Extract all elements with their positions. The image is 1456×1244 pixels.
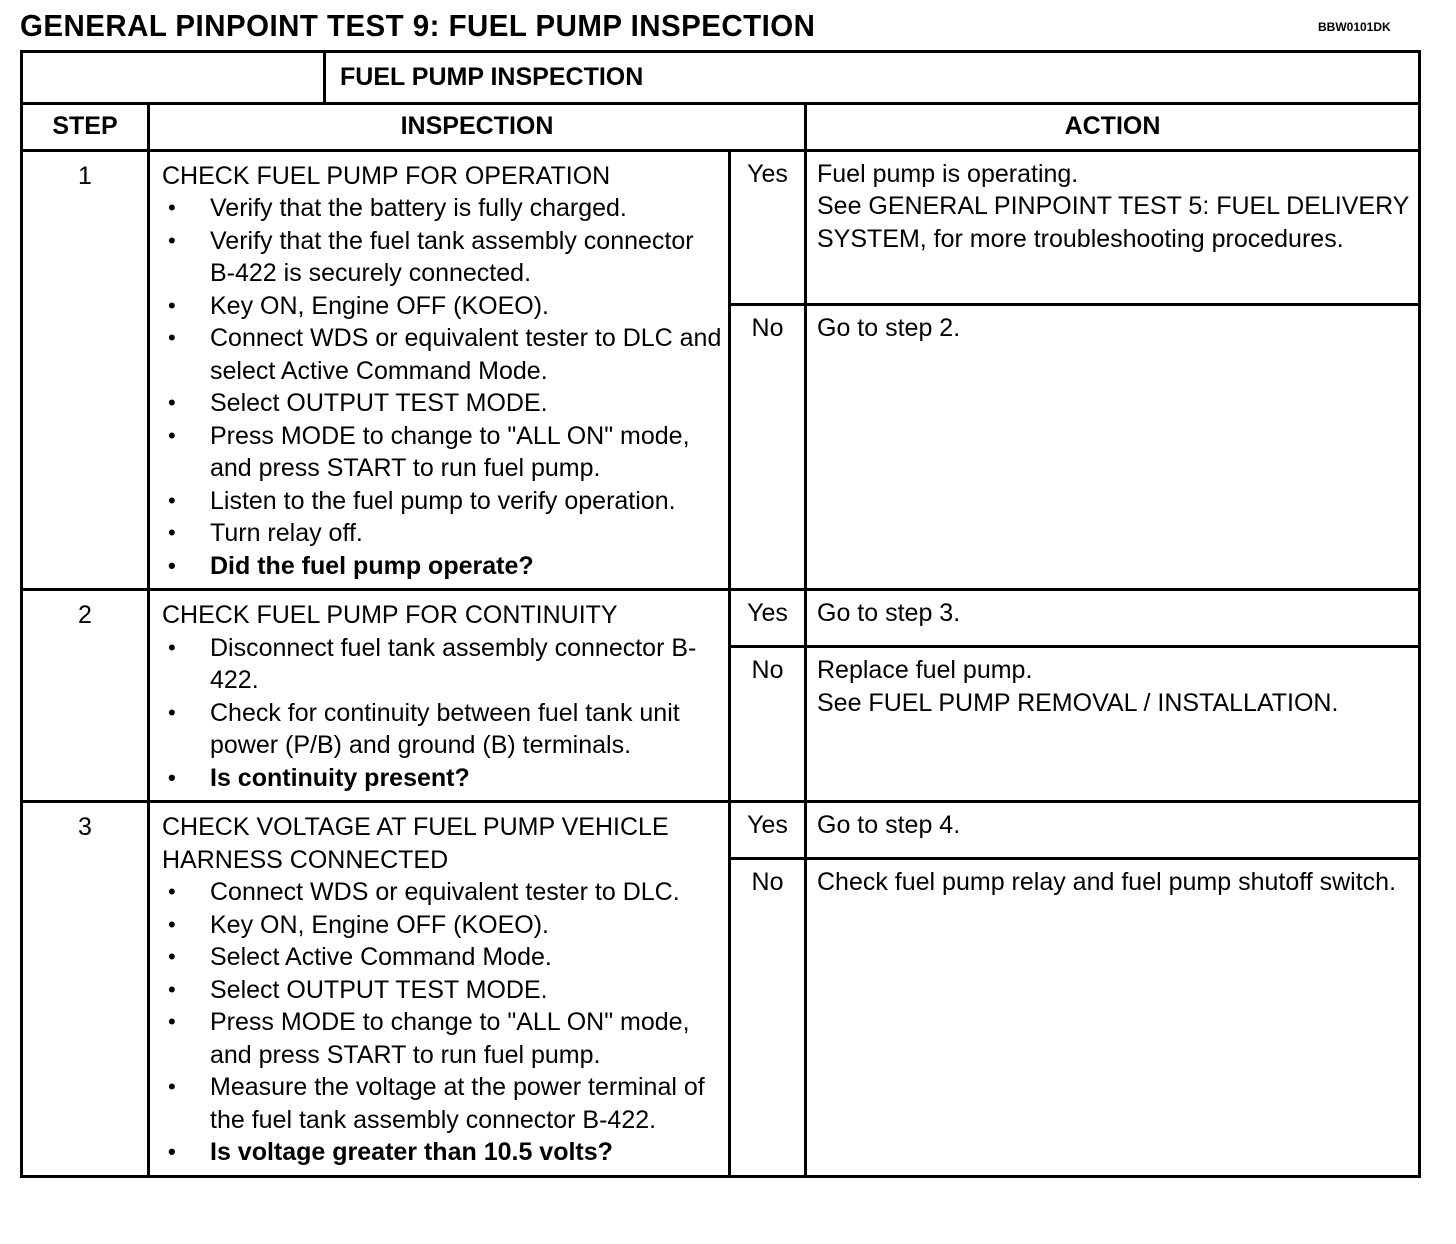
bullet-icon: • bbox=[168, 1074, 176, 1099]
table-row bbox=[22, 150, 1420, 304]
inspection-cell bbox=[149, 590, 730, 802]
action-text: See GENERAL PINPOINT TEST 5: FUEL DELIVERY SYSTEM, for more troubleshooting procedures. bbox=[817, 192, 1409, 253]
inspection-cell bbox=[149, 802, 730, 1177]
inspection-title: CHECK FUEL PUMP FOR CONTINUITY bbox=[162, 601, 618, 629]
list-item bbox=[162, 632, 722, 697]
bullet-icon: • bbox=[168, 1139, 176, 1164]
inspection-cell bbox=[149, 150, 730, 590]
yes-label: Yes bbox=[730, 802, 806, 859]
step-text: Key ON, Engine OFF (KOEO). bbox=[210, 910, 549, 939]
no-action bbox=[806, 304, 1420, 590]
inspection-steps bbox=[162, 876, 722, 1169]
bullet-icon: • bbox=[168, 976, 176, 1002]
question-text: Is voltage greater than 10.5 volts? bbox=[210, 1138, 613, 1166]
action-text: Check fuel pump relay and fuel pump shutoff switch. bbox=[817, 868, 1397, 896]
list-item bbox=[162, 225, 722, 290]
step-text: Measure the voltage at the power terminal of the fuel tank assembly connector B-422. bbox=[210, 1073, 705, 1134]
bullet-icon: • bbox=[168, 390, 176, 415]
step-number: 1 bbox=[22, 150, 149, 590]
bullet-icon: • bbox=[168, 911, 176, 937]
inspection-steps bbox=[162, 632, 722, 795]
inspection-question bbox=[162, 1136, 722, 1169]
table-row bbox=[22, 802, 1420, 859]
question-text: Is continuity present? bbox=[210, 763, 470, 792]
bullet-icon: • bbox=[168, 325, 176, 350]
yes-action bbox=[806, 150, 1420, 304]
bullet-icon: • bbox=[168, 944, 176, 969]
list-item bbox=[162, 1006, 722, 1071]
yes-action bbox=[806, 802, 1420, 859]
column-header-inspection: INSPECTION bbox=[149, 103, 806, 150]
list-item bbox=[162, 290, 722, 323]
step-text: Select Active Command Mode. bbox=[210, 943, 552, 971]
step-text: Disconnect fuel tank assembly connector B-422. bbox=[210, 633, 697, 694]
list-item bbox=[162, 192, 722, 225]
step-text: Verify that the fuel tank assembly connector B-422 is securely connected. bbox=[210, 226, 694, 287]
bullet-icon: • bbox=[168, 487, 176, 513]
page-title: GENERAL PINPOINT TEST 9: FUEL PUMP INSPECTION bbox=[20, 8, 816, 43]
document-code: BBW0101DK bbox=[1318, 20, 1391, 34]
step-text: Key ON, Engine OFF (KOEO). bbox=[210, 291, 549, 320]
step-text: Press MODE to change to "ALL ON" mode, and press START to run fuel pump. bbox=[210, 421, 690, 482]
table-title: FUEL PUMP INSPECTION bbox=[325, 52, 1420, 104]
bullet-icon: • bbox=[168, 1009, 176, 1034]
list-item bbox=[162, 974, 722, 1007]
inspection-title: CHECK VOLTAGE AT FUEL PUMP VEHICLE HARNESS CONNECTED bbox=[162, 813, 669, 874]
table-header-row bbox=[22, 103, 1420, 150]
step-text: Turn relay off. bbox=[210, 519, 363, 547]
inspection-question bbox=[162, 550, 722, 583]
inspection-title: CHECK FUEL PUMP FOR OPERATION bbox=[162, 161, 611, 190]
list-item bbox=[162, 517, 722, 550]
bullet-icon: • bbox=[168, 195, 176, 220]
step-text: Verify that the battery is fully charged. bbox=[210, 194, 627, 222]
inspection-question bbox=[162, 762, 722, 795]
bullet-icon: • bbox=[168, 227, 176, 253]
step-text: Check for continuity between fuel tank unit power (P/B) and ground (B) terminals. bbox=[210, 698, 680, 759]
bullet-icon: • bbox=[168, 292, 176, 318]
list-item bbox=[162, 909, 722, 942]
step-text: Connect WDS or equivalent tester to DLC and select Active Command Mode. bbox=[210, 324, 722, 385]
action-text: Go to step 2. bbox=[817, 313, 961, 342]
no-label: No bbox=[730, 647, 806, 802]
bullet-icon: • bbox=[168, 699, 176, 725]
table-body bbox=[22, 150, 1420, 1176]
list-item bbox=[162, 420, 722, 485]
list-item bbox=[162, 697, 722, 762]
step-number: 2 bbox=[22, 590, 149, 802]
bullet-icon: • bbox=[168, 879, 176, 904]
no-action bbox=[806, 859, 1420, 1177]
step-text: Press MODE to change to "ALL ON" mode, and press START to run fuel pump. bbox=[210, 1008, 690, 1069]
list-item bbox=[162, 322, 722, 387]
bullet-icon: • bbox=[168, 764, 176, 790]
table-title-row bbox=[22, 52, 1420, 104]
no-action bbox=[806, 647, 1420, 802]
list-item bbox=[162, 387, 722, 420]
yes-label: Yes bbox=[730, 150, 806, 304]
bullet-icon: • bbox=[168, 422, 176, 448]
list-item bbox=[162, 941, 722, 974]
bullet-icon: • bbox=[168, 634, 176, 660]
step-number: 3 bbox=[22, 802, 149, 1177]
question-text: Did the fuel pump operate? bbox=[210, 551, 534, 580]
action-text: Replace fuel pump. bbox=[817, 656, 1033, 684]
list-item bbox=[162, 876, 722, 909]
step-text: Listen to the fuel pump to verify operation. bbox=[210, 486, 676, 515]
column-header-step: STEP bbox=[22, 103, 149, 150]
action-text: Go to step 3. bbox=[817, 599, 961, 627]
step-text: Select OUTPUT TEST MODE. bbox=[210, 975, 548, 1004]
action-text: See FUEL PUMP REMOVAL / INSTALLATION. bbox=[817, 688, 1339, 717]
action-text: Go to step 4. bbox=[817, 811, 961, 839]
yes-label: Yes bbox=[730, 590, 806, 647]
yes-action bbox=[806, 590, 1420, 647]
inspection-table bbox=[20, 50, 1421, 1178]
list-item bbox=[162, 1071, 722, 1136]
no-label: No bbox=[730, 304, 806, 590]
bullet-icon: • bbox=[168, 520, 176, 545]
inspection-steps bbox=[162, 192, 722, 582]
action-text: Fuel pump is operating. bbox=[817, 159, 1079, 188]
column-header-action: ACTION bbox=[806, 103, 1420, 150]
table-row bbox=[22, 590, 1420, 647]
no-label: No bbox=[730, 859, 806, 1177]
table-title-blank bbox=[22, 52, 325, 104]
step-text: Select OUTPUT TEST MODE. bbox=[210, 389, 548, 417]
bullet-icon: • bbox=[168, 552, 176, 578]
list-item bbox=[162, 485, 722, 518]
step-text: Connect WDS or equivalent tester to DLC. bbox=[210, 878, 680, 906]
